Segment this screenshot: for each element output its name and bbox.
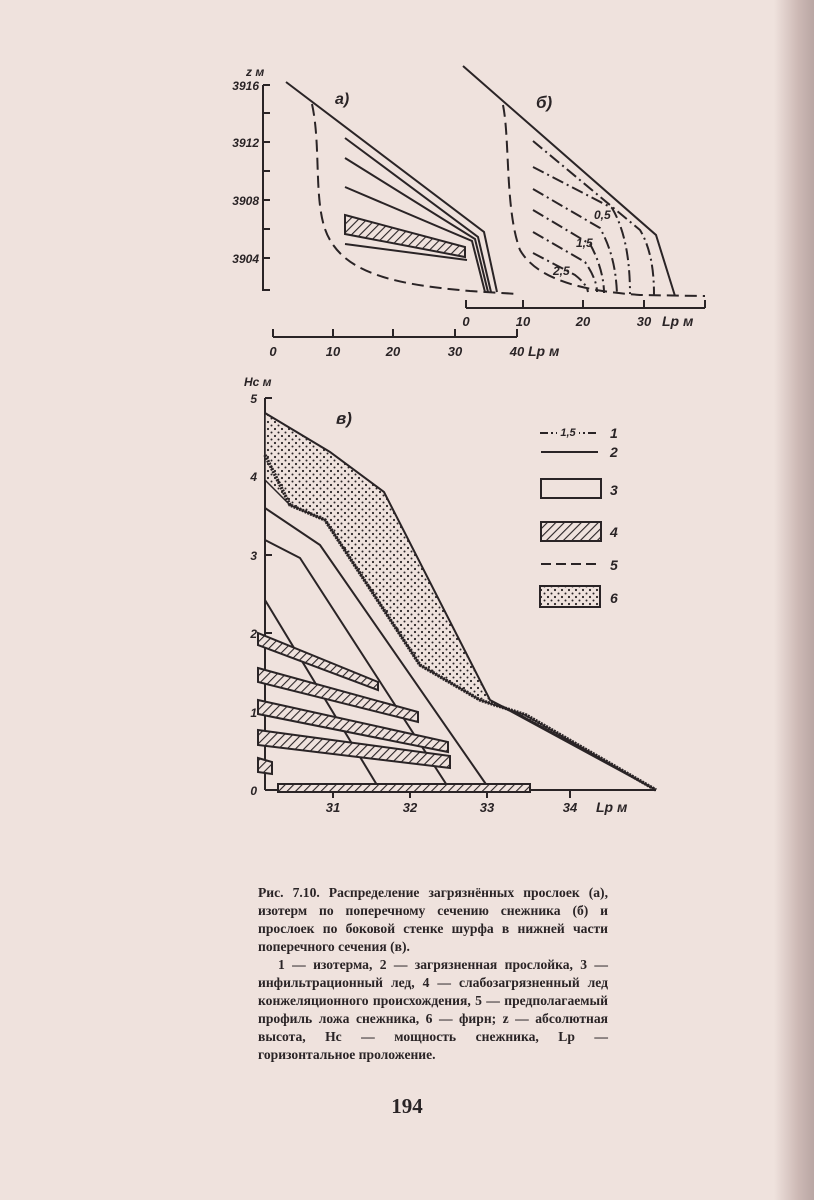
isotherm-line (533, 189, 617, 294)
panel-c-x-tick: 33 (479, 800, 495, 815)
conjelation-ice-hatched (278, 784, 530, 792)
caption-title: Рис. 7.10. Распределение загрязнённых прослоек (а), изотерм по поперечному сечению снежника (б) и прослоек по боковой стенке шурфа в нижней части поперечного сечения (в). (258, 885, 608, 954)
legend-isotherm-value: 1,5 (560, 427, 576, 439)
panel-a-x-axis-label: Lр м (528, 343, 560, 359)
isotherm-label: 2,5 (553, 264, 570, 278)
panel-c-x-axis-label: Lр м (596, 799, 628, 815)
panel-a-y-axis-label: z м (246, 65, 265, 79)
panel-c (244, 375, 656, 815)
panel-c-y-tick: 2 (250, 627, 257, 641)
isotherm-label: 1,5 (576, 236, 593, 250)
panel-c-x-tick: 32 (402, 800, 418, 815)
panel-b-label: б) (536, 93, 553, 112)
panel-a-x-tick: 30 (447, 344, 463, 359)
figure-caption (258, 884, 608, 1064)
isotherm-label: 0,5 (594, 208, 611, 222)
panel-a-x-tick: 0 (269, 344, 277, 359)
panel-c-y-tick: 0 (250, 784, 257, 798)
panel-a-y-tick-marks (263, 85, 270, 290)
panel-a-y-tick: 3908 (232, 194, 259, 208)
panel-c-y-tick: 1 (250, 706, 257, 720)
panel-b-x-tick: 20 (575, 314, 591, 329)
bed-profile-a (312, 104, 518, 294)
panel-b-x-tick: 0 (462, 314, 470, 329)
panel-c-y-tick: 3 (250, 549, 257, 563)
page-number: 194 (391, 1094, 423, 1118)
dirt-layer-line (345, 138, 491, 292)
legend-infiltration-ice-sample (541, 479, 601, 498)
legend-number: 6 (610, 590, 618, 606)
panel-b-x-tick-marks (466, 300, 705, 308)
snowfield-surface-b (463, 66, 675, 296)
panel-c-x-tick: 34 (562, 800, 578, 815)
panel-c-y-tick: 4 (250, 470, 257, 484)
panel-c-y-axis-label: Hс м (244, 375, 272, 389)
panel-a-x-tick: 20 (385, 344, 401, 359)
isotherm-line (533, 210, 604, 293)
legend-number: 4 (610, 524, 618, 540)
caption-legend: 1 — изотерма, 2 — загрязненная прослойка, 3 — инфильтрационный лед, 4 — слабозагрязненный лед конжеляционного происхождения, 5 — предполагаемый профиль ложа снежника, 6 — фирн; z — абсолютная высота, Hс — мощность снежника, Lр — горизонтальное проложение. (258, 957, 608, 1062)
panel-c-legend (540, 424, 618, 607)
panel-c-label: в) (336, 409, 352, 428)
panel-c-x-tick: 31 (325, 800, 341, 815)
panel-a-x-tick: 10 (325, 344, 341, 359)
legend-number: 2 (610, 444, 618, 460)
legend-number: 1 (610, 425, 618, 441)
legend-firn-sample (540, 586, 600, 607)
conjelation-ice-hatched (258, 758, 272, 774)
panel-b-x-axis-label: Lр м (662, 313, 694, 329)
panel-c-y-tick: 5 (250, 392, 257, 406)
panel-a-y-tick: 3912 (232, 136, 259, 150)
panel-b (462, 66, 705, 329)
panel-a-x-tick: 40 (509, 344, 525, 359)
panel-a-label: а) (335, 91, 350, 108)
panel-a-y-tick: 3916 (232, 79, 259, 93)
panel-b-x-tick: 30 (636, 314, 652, 329)
legend-conjelation-ice-sample (541, 522, 601, 541)
legend-number: 5 (610, 557, 618, 573)
legend-number: 3 (610, 482, 618, 498)
panel-a-y-tick: 3904 (232, 252, 259, 266)
panel-a-x-tick-marks (273, 329, 517, 337)
panel-b-x-tick: 10 (515, 314, 531, 329)
